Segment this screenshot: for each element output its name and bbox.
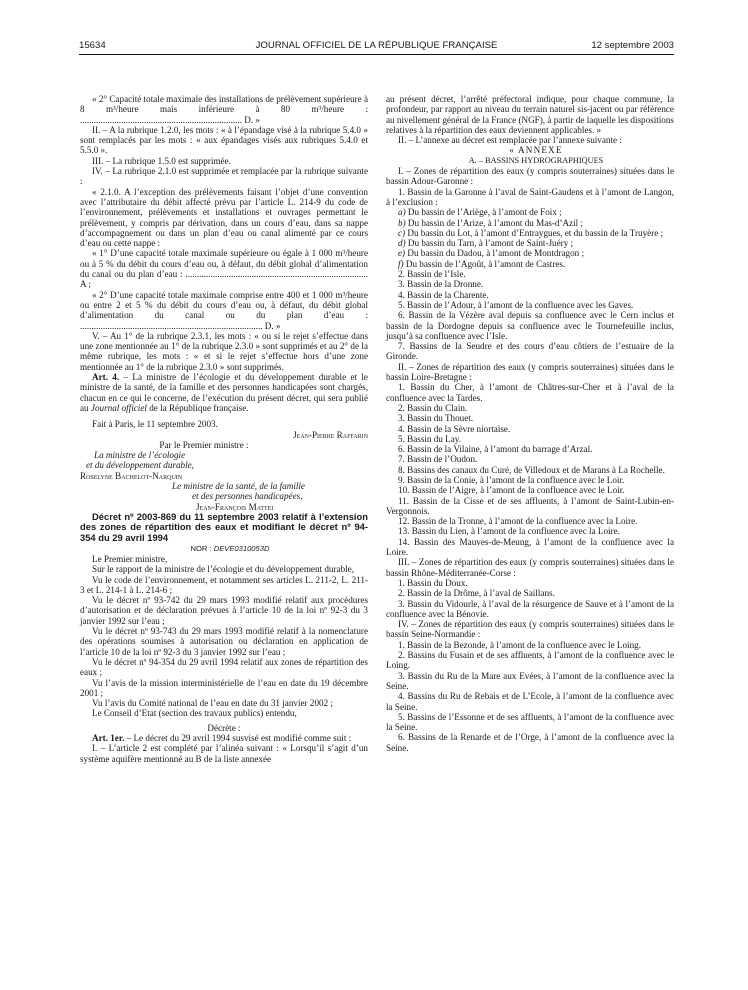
header-rule <box>79 54 674 55</box>
article-label: Art. 1er. <box>92 733 125 743</box>
list-item: 13. Bassin du Lien, à l’amont de la confluence avec la Loire. <box>398 526 620 537</box>
list-item: 1. Bassin du Cher, à l’amont de Châtres-sur-Cher et à l’aval de la confluence avec la Tardes. <box>386 382 674 403</box>
list-item: 7. Bassin de l’Oudon. <box>398 454 478 465</box>
item-text: Du bassin du Dadou, à l’amont de Montdragon ; <box>405 248 585 259</box>
ministry-title: Le ministre de la santé, de la famille <box>172 480 305 491</box>
list-item: 4. Bassin de la Sèvre niortaise. <box>398 423 511 434</box>
section-heading: I. – Zones de répartition des eaux (y compris souterraines) situées dans le bassin Adour-Garonne : <box>386 166 674 187</box>
list-item <box>386 207 674 217</box>
item-text: Du bassin du Tarn, à l’amont de Saint-Juéry ; <box>405 238 574 249</box>
paragraph: V. – Au 1° de la rubrique 2.3.1, les mots : « ou si le rejet s’effectue dans une zone mentionnée au 1° de la rubrique 2.3.0 » sont supprimés et au 2° de la même rubrique, les mots : « et si le rejet s’effectue hors d’une zone mentionnée au 1° de la rubrique 2.3.0 » sont supprimés. <box>80 330 368 372</box>
list-item: 5. Bassins de l’Essonne et de ses affluents, à l’amont de la confluence avec la Seine. <box>386 711 674 733</box>
list-item: 4. Bassins du Ru de Rebais et de L’Ecole, à l’amont de la confluence avec la Seine. <box>386 691 674 712</box>
list-item: 7. Bassins de la Seudre et des cours d’eau côtiers de l’estuaire de la Gironde. <box>386 341 674 362</box>
list-item: 8. Bassins des canaux du Curé, de Villedoux et de Marans à La Rochelle. <box>398 464 665 475</box>
paragraph: « 2° Capacité totale maximale des installations de prélèvement supérieure à 8 m³/heure mais inférieure à 80 m³/heure : ....................................................................... D. » <box>80 94 368 125</box>
list-item: 1. Bassin de la Garonne à l’aval de Saint-Gaudens et à l’amont de Langon, à l’exclusion : <box>386 186 674 207</box>
article-label: Art. 4. <box>92 372 120 383</box>
article-text: – Le décret du 29 avril 1994 susvisé est modifié comme suit : <box>124 733 352 743</box>
list-item: 3. Bassin de la Dronne. <box>398 279 484 290</box>
list-item <box>386 218 674 228</box>
journal-reference: Journal officiel <box>90 402 147 413</box>
ministry-title: La ministre de l’écologie <box>94 450 186 461</box>
list-item: 5. Bassin de l’Adour, à l’amont de la confluence avec les Gaves. <box>398 299 634 310</box>
nor-label: NOR : <box>190 543 214 553</box>
list-item: 11. Bassin de la Cisse et de ses affluents, à l’amont de Saint-Lubin-en-Vergonnois. <box>386 495 674 516</box>
list-item: 1. Bassin de la Bezonde, à l’amont de la confluence avec le Loing. <box>398 639 641 650</box>
list-item <box>386 228 674 238</box>
item-letter: a) <box>398 207 406 218</box>
list-item <box>386 238 674 248</box>
list-item: 10. Bassin de l’Aigre, à l’amont de la confluence avec le Loir. <box>398 485 625 496</box>
list-item: 2. Bassin de l’Isle. <box>398 269 466 280</box>
signature-health-minister: Jean-François Mattei <box>196 501 274 512</box>
list-item: 6. Bassin de la Vilaine, à l’amont du barrage d’Arzal. <box>398 444 593 455</box>
item-letter: f) <box>398 258 404 269</box>
paragraph: Le Conseil d’Etat (section des travaux publics) entendu, <box>92 708 297 719</box>
section-heading: III. – Zones de répartition des eaux (y compris souterraines) situées dans le bassin Rhône-Méditerranée-Corse : <box>386 557 674 578</box>
paragraph: au présent décret, l’arrêté préfectoral indique, pour chaque commune, la profondeur, par rapport au niveau du terrain naturel sis-jacent ou par référence au nivellement général de la France (NGF), à partir de laquelle les dispositions relatives à la répartition des eaux deviennent applicables. » <box>386 94 674 135</box>
list-item: 2. Bassin du Clain. <box>398 402 468 413</box>
list-item: 12. Bassin de la Tronne, à l’amont de la confluence avec la Loire. <box>398 516 638 527</box>
nor-code: DEVE0310053D <box>213 543 270 553</box>
article-text-end: de la République française. <box>146 402 249 413</box>
paragraph: III. – La rubrique 1.5.0 est supprimée. <box>92 155 231 166</box>
list-item: 5. Bassin du Lay. <box>398 433 462 444</box>
page-header <box>79 38 674 52</box>
list-item: 9. Bassin de la Conie, à l’amont de la confluence avec le Loir. <box>398 474 625 485</box>
list-item: 14. Bassin des Mauves-de-Meung, à l’amont de la confluence avec la Loire. <box>386 536 674 558</box>
signature-prime-minister: Jean-Pierre Raffarin <box>293 429 368 440</box>
list-item <box>386 259 674 269</box>
paragraph: IV. – La rubrique 2.1.0 est supprimée et remplacée par la rubrique suivante : <box>80 166 368 187</box>
right-column <box>386 94 674 753</box>
paragraph: « 1° D’une capacité totale maximale supérieure ou égale à 1 000 m³/heure ou à 5 % du débit du cours d’eau ou, à défaut, du débit global d’alimentation du canal ou du plan d’eau : ................................................................................ A ; <box>80 248 368 290</box>
page-number: 15634 <box>79 40 106 51</box>
section-heading: IV. – Zones de répartition des eaux (y compris souterraines) situées dans le bassin Seine-Normandie : <box>386 619 674 640</box>
paragraph: « 2.1.0. A l’exception des prélèvements faisant l’objet d’une convention avec l’attributaire du débit affecté prévu par l’article L. 214-9 du code de l’environnement, prélèvements et installations et ouvrages permettant le prélèvement, y compris par dérivation, dans un cours d’eau, dans sa nappe d’accompagnement ou dans un plan d’eau ou canal alimenté par ce cours d’eau ou cette nappe : <box>80 186 368 249</box>
list-item <box>386 248 674 258</box>
signature-date: Fait à Paris, le 11 septembre 2003. <box>92 419 218 430</box>
section-heading: II. – Zones de répartition des eaux (y compris souterraines) situées dans le bassin Loire-Bretagne : <box>386 361 674 383</box>
paragraph: Vu le décret nº 93-742 du 29 mars 1993 modifié relatif aux procédures d’autorisation et de déclaration prévues à l’article 10 de la loi nº 92-3 du 3 janvier 1992 sur l’eau ; <box>80 595 368 626</box>
item-text: Du bassin de l’Agoût, à l’amont de Castres. <box>403 258 566 269</box>
item-text: Du bassin de l’Ariège, à l’amont de Foix ; <box>405 207 562 218</box>
item-letter: e) <box>398 248 406 259</box>
list-item: 6. Bassin de la Vézère aval depuis sa confluence avec le Cern inclus et bassin de la Dordogne depuis sa confluence avec le Tournefeuille inclus, jusqu’à sa confluence avec l’Isle. <box>386 310 674 341</box>
list-item: 3. Bassin du Thouet. <box>398 413 474 424</box>
list-item: 6. Bassins de la Renarde et de l’Orge, à l’amont de la confluence avec la Seine. <box>386 732 674 753</box>
list-item: 2. Bassins du Fusain et de ses affluents, à l’amont de la confluence avec le Loing. <box>386 650 674 671</box>
paragraph: I. – L’article 2 est complété par l’alinéa suivant : « Lorsqu’il s’agit d’un système aquifère mentionné au B de la liste annexée <box>80 743 368 764</box>
journal-title: JOURNAL OFFICIEL DE LA RÉPUBLIQUE FRANÇAISE <box>255 40 498 51</box>
paragraph: Vu l’avis de la mission interministérielle de l’eau en date du 19 décembre 2001 ; <box>80 677 368 698</box>
paragraph: « 2° D’une capacité totale maximale comprise entre 400 et 1 000 m³/heure ou entre 2 et 5 % du débit du cours d’eau ou, à défaut, du débit global d’alimentation du canal ou du plan d’eau : ................................................................................ D. » <box>80 289 368 331</box>
list-item: 3. Bassin du Ru de la Mare aux Evées, à l’amont de la confluence avec la Seine. <box>386 670 674 691</box>
paragraph: Vu le décret nº 94-354 du 29 avril 1994 relatif aux zones de répartition des eaux ; <box>80 656 368 678</box>
item-letter: c) <box>398 227 406 238</box>
issue-date: 12 septembre 2003 <box>591 40 674 51</box>
item-letter: b) <box>398 217 406 228</box>
item-letter: d) <box>398 238 406 249</box>
item-text: Du bassin du Lot, à l’amont d’Entraygues, et du bassin de la Truyère ; <box>405 227 664 238</box>
decree-title: Décret nº 2003-869 du 11 septembre 2003 relatif à l’extension des zones de répartition des eaux et modifiant le décret nº 94-354 du 29 avril 1994 <box>80 510 368 544</box>
paragraph: II. – L’annexe au décret est remplacée par l’annexe suivante : <box>398 135 622 146</box>
ministry-title: et du développement durable, <box>86 460 194 471</box>
list-item: 1. Bassin du Doux. <box>398 577 468 588</box>
paragraph: Vu l’avis du Comité national de l’eau en date du 31 janvier 2002 ; <box>92 698 333 709</box>
paragraph: II. – A la rubrique 1.2.0, les mots : « à l’épandage visé à la rubrique 5.4.0 » sont remplacés par les mots : « aux épandages visés aux rubriques 5.4.0 et 5.5.0 ». <box>80 124 368 156</box>
list-item: 3. Bassin du Vidourle, à l’aval de la résurgence de Sauve et à l’amont de la confluence avec la Bénovie. <box>386 598 674 619</box>
decrete-heading: Décrète : <box>207 722 241 733</box>
left-column <box>80 94 368 764</box>
paragraph: Vu le code de l’environnement, et notamment ses articles L. 211-2, L. 211-3 et L. 214-1 à L. 214-6 ; <box>80 574 368 595</box>
ministry-title: et des personnes handicapées, <box>192 491 303 502</box>
article-4 <box>80 372 368 413</box>
list-item: 4. Bassin de la Charente. <box>398 289 489 300</box>
signature-intro: Par le Premier ministre : <box>159 439 249 450</box>
paragraph: Le Premier ministre, <box>92 553 168 564</box>
paragraph: Vu le décret nº 93-743 du 29 mars 1993 modifié relatif à la nomenclature des opérations soumises à autorisation ou déclaration en application de l’article 10 de la loi nº 92-3 du 3 janvier 1992 sur l’eau ; <box>80 626 368 657</box>
item-text: Du bassin de l’Arize, à l’amont du Mas-d’Azil ; <box>405 217 583 228</box>
signature-ecology-minister: Roselyne Bachelot-Narquin <box>80 470 183 481</box>
annex-subtitle: A. – BASSINS HYDROGRAPHIQUES <box>468 155 604 165</box>
paragraph: Sur le rapport de la ministre de l’écologie et du développement durable, <box>92 564 355 575</box>
nor-reference <box>80 544 368 554</box>
article-text: – La ministre de l’écologie et du développement durable et le ministre de la santé, de la famille et des personnes handicapées sont chargés, chacun en ce qui le concerne, de l’exécution du présent décret, qui sera publié au <box>80 372 368 413</box>
list-item: 2. Bassin de la Drôme, à l’aval de Saillans. <box>398 588 555 599</box>
article-1 <box>80 733 368 743</box>
annex-title: « ANNEXE <box>509 145 563 156</box>
